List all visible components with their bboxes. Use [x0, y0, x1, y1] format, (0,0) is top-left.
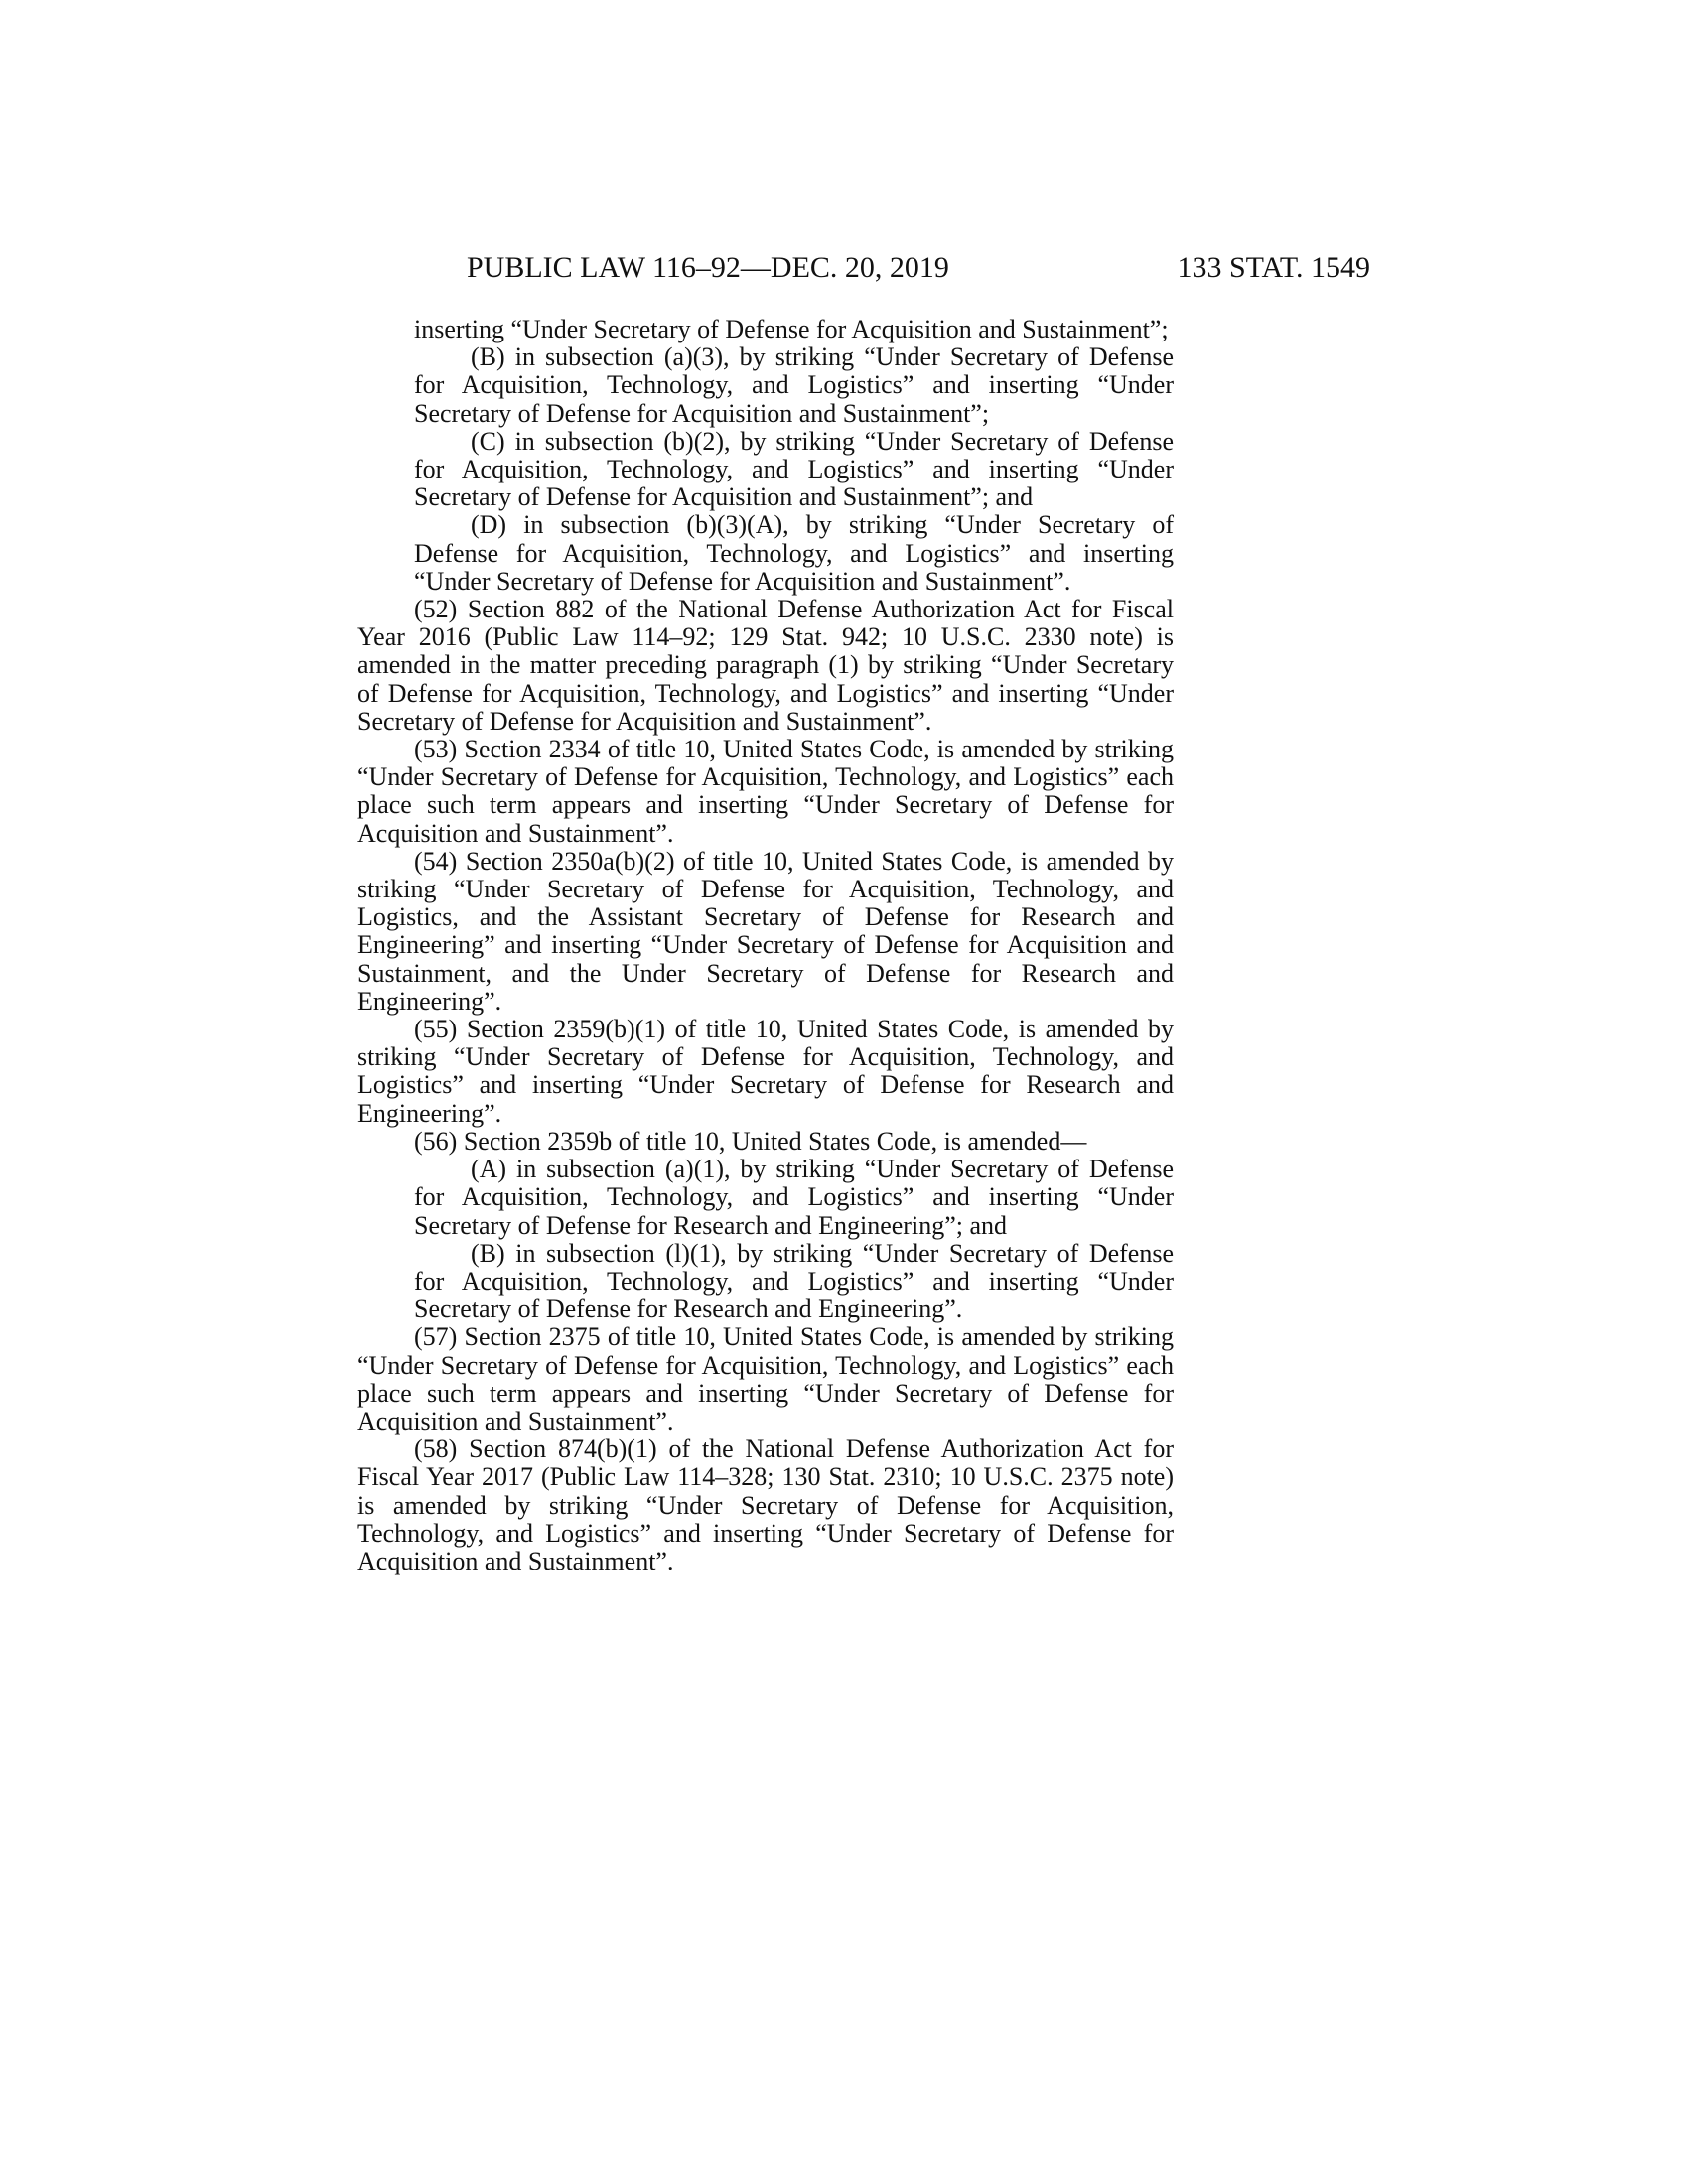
- paragraph-54: (54) Section 2350a(b)(2) of title 10, United States Code, is amended by striking “Under Secretary of Defense for Acquisition, Technology, and Logistics, and the Assistant Secretary of Defense for Research and Engineering” and inserting “Under Secretary of Defense for Acquisition and Sustainment, and the Under Secretary of Defense for Research and Engineering”.: [357, 846, 1174, 1016]
- subparagraph-b: (B) in subsection (a)(3), by striking “Under Secretary of Defense for Acquisition, Technology, and Logistics” and inserting “Under Secretary of Defense for Acquisition and Sustainment”;: [414, 342, 1174, 428]
- paragraph-continuation: inserting “Under Secretary of Defense for Acquisition and Sustainment”;: [414, 315, 1169, 343]
- paragraph-58: (58) Section 874(b)(1) of the National Defense Authorization Act for Fiscal Year 2017 (Public Law 114–328; 130 Stat. 2310; 10 U.S.C. 2375 note) is amended by striking “Under Secretary of Defense for Acquisition, Technology, and Logistics” and inserting “Under Secretary of Defense for Acquisition and Sustainment”.: [357, 1434, 1174, 1575]
- running-head: [467, 248, 1370, 288]
- paragraph-55: (55) Section 2359(b)(1) of title 10, United States Code, is amended by striking “Under Secretary of Defense for Acquisition, Technology, and Logistics” and inserting “Under Secretary of Defense for Research and Engineering”.: [357, 1015, 1174, 1128]
- paragraph-53: (53) Section 2334 of title 10, United States Code, is amended by striking “Under Secretary of Defense for Acquisition, Technology, and Logistics” each place such term appears and inserting “Under Secretary of Defense for Acquisition and Sustainment”.: [357, 735, 1174, 848]
- page-title: PUBLIC LAW 116–92—DEC. 20, 2019: [467, 251, 949, 284]
- subparagraph-d: (D) in subsection (b)(3)(A), by striking “Under Secretary of Defense for Acquisition, Technology, and Logistics” and inserting “Under Secretary of Defense for Acquisition and Sustainment”.: [414, 510, 1174, 596]
- paragraph-57: (57) Section 2375 of title 10, United States Code, is amended by striking “Under Secretary of Defense for Acquisition, Technology, and Logistics” each place such term appears and inserting “Under Secretary of Defense for Acquisition and Sustainment”.: [357, 1322, 1174, 1435]
- subparagraph-56-b: (B) in subsection (l)(1), by striking “Under Secretary of Defense for Acquisition, Technology, and Logistics” and inserting “Under Secretary of Defense for Research and Engineering”.: [414, 1238, 1174, 1324]
- document-body: [357, 316, 1174, 1575]
- subparagraph-56-a: (A) in subsection (a)(1), by striking “Under Secretary of Defense for Acquisition, Technology, and Logistics” and inserting “Under Secretary of Defense for Research and Engineering”; and: [414, 1155, 1174, 1240]
- paragraph-52: (52) Section 882 of the National Defense Authorization Act for Fiscal Year 2016 (Public Law 114–92; 129 Stat. 942; 10 U.S.C. 2330 note) is amended in the matter preceding paragraph (1) by striking “Under Secretary of Defense for Acquisition, Technology, and Logistics” and inserting “Under Secretary of Defense for Acquisition and Sustainment”.: [357, 595, 1174, 736]
- subparagraph-c: (C) in subsection (b)(2), by striking “Under Secretary of Defense for Acquisition, Technology, and Logistics” and inserting “Under Secretary of Defense for Acquisition and Sustainment”; and: [414, 426, 1174, 512]
- paragraph-56: (56) Section 2359b of title 10, United States Code, is amended—: [414, 1126, 1087, 1156]
- stat-page-number: 133 STAT. 1549: [1177, 251, 1370, 284]
